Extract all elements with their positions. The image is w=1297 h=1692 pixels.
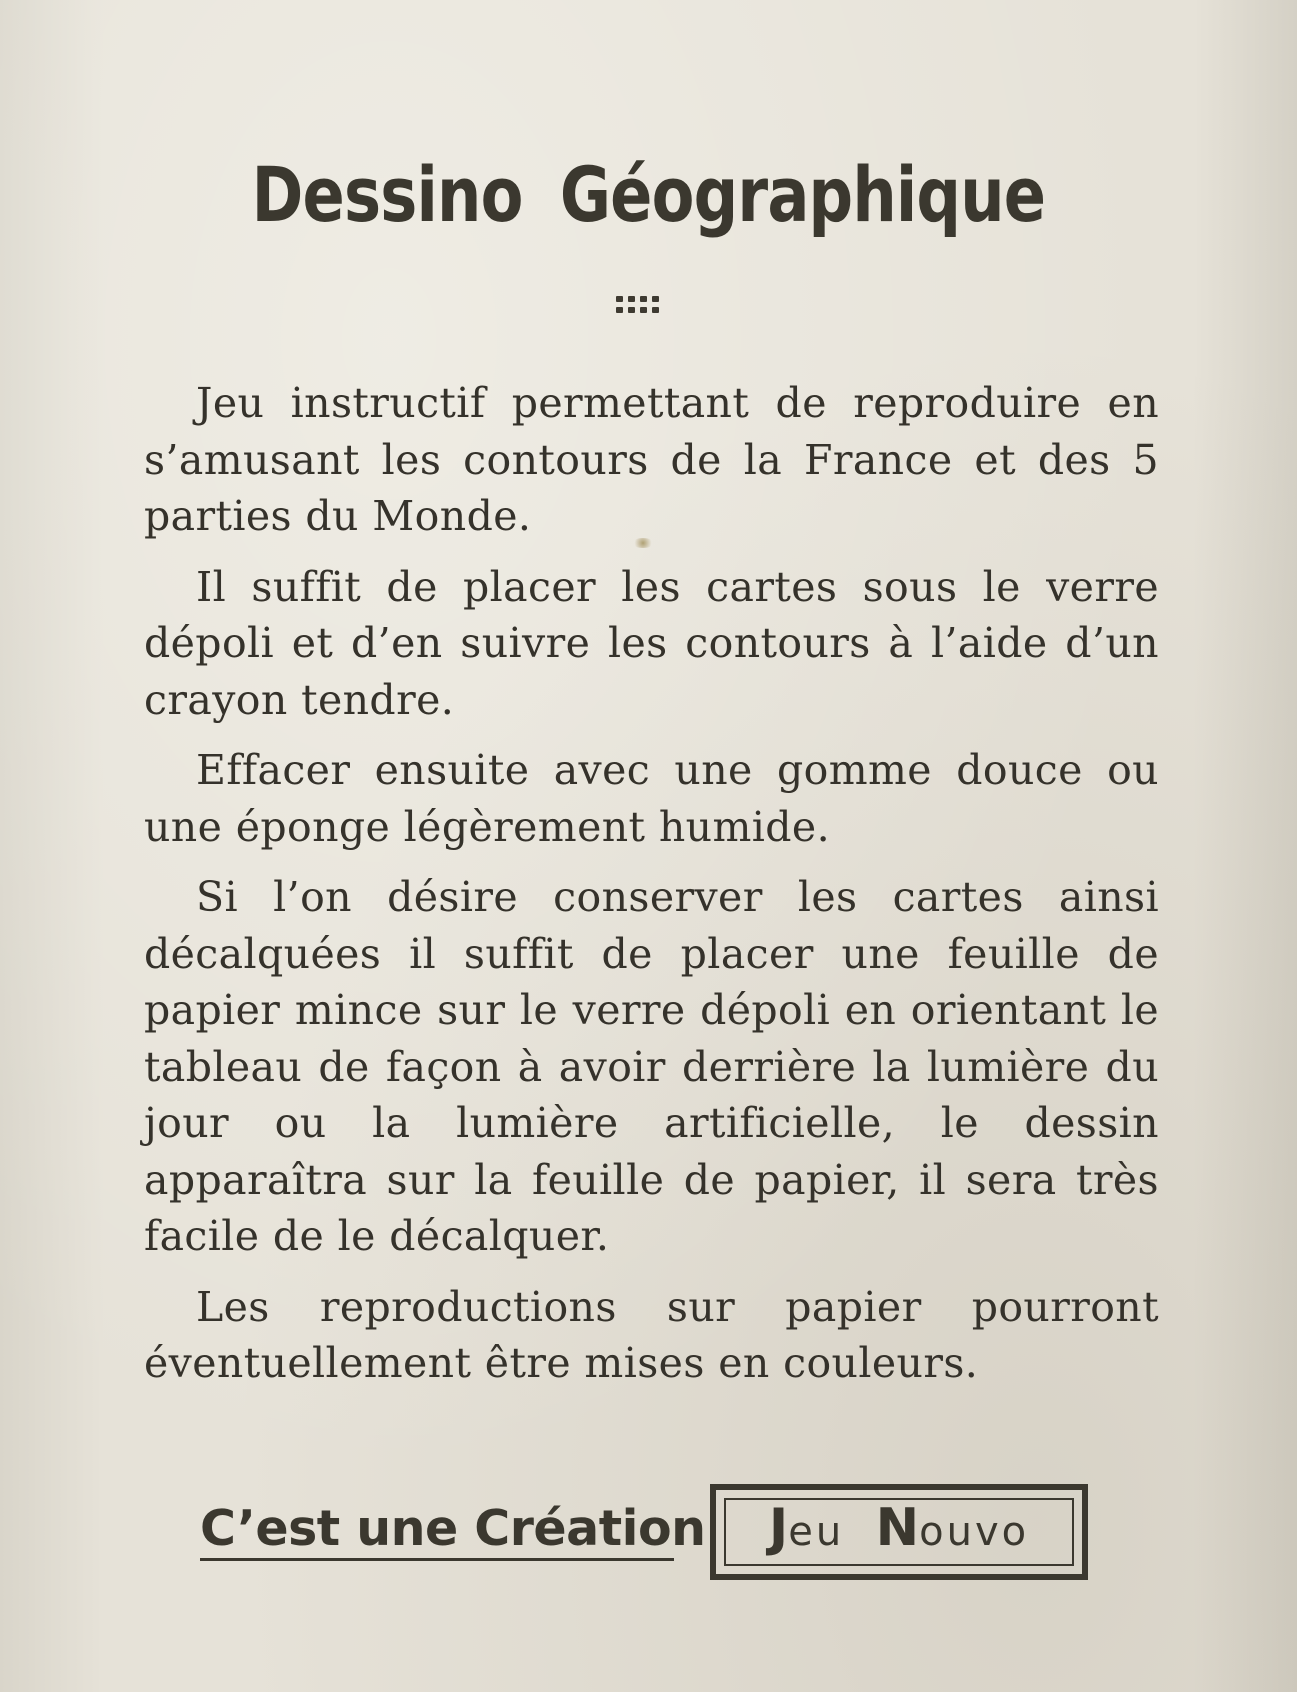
paragraph-tracing: Si l’on désire conserver les cartes ainsi décalquées il suffit de placer une feuille de papier mince sur le verre dépoli en orientant le tableau de façon à avoir derrière la lumière du jour ou la lumière artificielle, le dessin apparaîtra sur la feuille de papier, il sera très facile de le décalquer. xyxy=(144,873,1159,1260)
brand-word2-rest: ouvo xyxy=(919,1509,1030,1555)
title-ornament xyxy=(616,296,672,318)
brand-logo-text xyxy=(716,1498,1082,1558)
brand-logo xyxy=(710,1484,1088,1580)
creation-label: C’est une Création xyxy=(200,1500,706,1557)
brand-initial-j: J xyxy=(768,1498,789,1558)
brand-word1-rest: eu xyxy=(788,1509,845,1555)
paragraph-usage: Il suffit de placer les cartes sous le verre dépoli et d’en suivre les contours à l’aide d’un crayon tendre. xyxy=(144,562,1159,724)
creation-underline xyxy=(200,1558,674,1561)
instructions-text xyxy=(144,375,1159,1406)
paragraph-intro: Jeu instructif permettant de reproduire en s’amusant les contours de la France et des 5 parties du Monde. xyxy=(144,379,1159,540)
brand-initial-n: N xyxy=(875,1498,920,1558)
paragraph-erase: Effacer ensuite avec une gomme douce ou une éponge légèrement humide. xyxy=(144,746,1159,851)
document-title: Dessino Géographique xyxy=(251,150,1046,239)
paragraph-coloring: Les reproductions sur papier pourront éventuellement être mises en couleurs. xyxy=(144,1282,1159,1387)
